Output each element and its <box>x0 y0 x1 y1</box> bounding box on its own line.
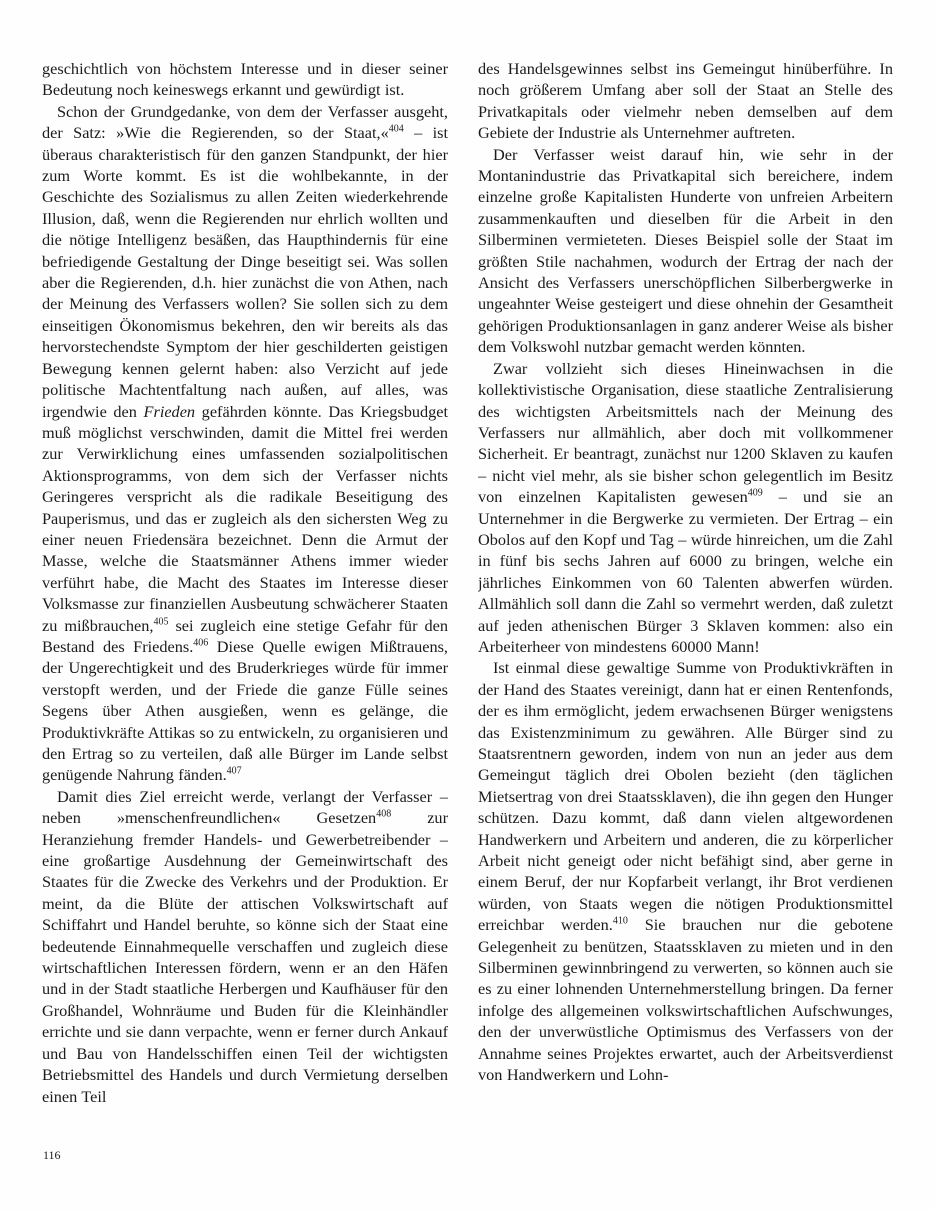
footnote-ref: 409 <box>747 487 763 499</box>
paragraph: Zwar vollzieht sich dieses Hineinwachsen in die kollektivistische Organisation, diese staatliche Zentralisierung des wichtigsten Arbeitsmittels nach der Meinung des Verfassers nur allmählich, aber doch mit vollkommener Sicherheit. Er beantragt, zunächst nur 1200 Sklaven zu kaufen – nicht viel mehr, als sie bisher schon gelegentlich im Besitz von einzelnen Kapitalisten gewesen$^{409}$ – und sie an Unternehmer in die Bergwerke zu vermieten. Der Ertrag – ein Obolos auf den Kopf und Tag – würde hinreichen, um die Zahl in fünf bis sechs Jahren auf 6000 zu bringen, welche ein jährliches Einkommen von 60 Talenten abwerfen würden. Allmählich soll dann die Zahl so vermehrt werden, daß zuletzt auf jeden athenischen Bürger 3 Sklaven kommen: also ein Arbeiterheer von mindestens 60000 Mann! <box>478 358 893 656</box>
emphasized-text: Frieden <box>143 401 196 421</box>
footnote-ref: 404 <box>388 123 404 135</box>
text-column-right <box>478 58 893 1107</box>
paragraph: Schon der Grundgedanke, von dem der Verfasser ausgeht, der Satz: »Wie die Regierenden, so der Staat,«$^{404}$ – ist überaus charakteristisch für den ganzen Standpunkt, der hier zum Worte kommt. Es ist die wohlbekannte, in der Geschichte des Sozialismus zu allen Zeiten wiederkehrende Illusion, daß, wenn die Regierenden nur ehrlich wollten und die nötige Intelligenz besäßen, das Haupthindernis für eine befriedigende Gestaltung der Dinge beseitigt sei. Was sollen aber die Regierenden, d.h. hier zunächst die von Athen, nach der Meinung des Verfassers wollen? Sie sollen sich zu dem einseitigen Ökonomismus bekehren, den wir bereits als das hervorstechendste Symptom der hier geschilderten geistigen Bewegung kennen gelernt haben: also Verzicht auf jede politische Machtentfaltung nach außen, auf alles, was irgendwie den Frieden gefährden könnte. Das Kriegsbudget muß möglichst verschwinden, damit die Mittel frei werden zur Verwirklichung eines umfassenden sozialpolitischen Aktionsprogramms, von dem sich der Verfasser nichts Geringeres verspricht als die radikale Beseitigung des Pauperismus, und das er zugleich als den sichersten Weg zu einer neuen Friedensära bezeichnet. Denn die Armut der Masse, welche die Staatsmänner Athens immer wieder verführt habe, die Macht des Staates im Interesse dieser Volksmasse zur finanziellen Ausbeutung schwächerer Staaten zu mißbrauchen,$^{405}$ sei zugleich eine stetige Gefahr für den Bestand des Friedens.$^{406}$ Diese Quelle ewigen Mißtrauens, der Ungerechtigkeit und des Bruderkrieges würde für immer verstopft werden, und der Friede die ganze Fülle seines Segens über Athen ausgießen, wenn es gelänge, die Produktivkräfte Attikas so zu entwickeln, zu organisieren und den Ertrag so zu verteilen, daß alle Bürger im Lande selbst genügende Nahrung fänden.$^{407}$ <box>42 101 448 785</box>
paragraph: des Handelsgewinnes selbst ins Gemeingut hinüberführe. In noch größerem Umfang aber soll der Staat an Stelle des Privatkapitals oder vielmehr neben demselben auf dem Gebiete der Industrie als Unternehmer auftreten. <box>478 59 893 143</box>
footnote-ref: 406 <box>193 637 209 649</box>
paragraph: Ist einmal diese gewaltige Summe von Produktivkräften in der Hand des Staates vereinigt, dann hat er einen Rentenfonds, der es ihm ermöglicht, jedem erwachsenen Bürger wenigstens das Existenzminimum zu gewähren. Alle Bürger sind zu Staatsrentnern geworden, indem von nun an jeder aus dem Gemeingut täglich drei Obolen bezieht (den täglichen Mietsertrag von drei Staatssklaven), die ihn gegen den Hunger schützen. Dazu kommt, daß dann vielen altgewordenen Handwerkern und Arbeitern und anderen, die zu körperlicher Arbeit nicht geneigt oder nicht befähigt sind, aber gerne in einem Beruf, der nur Kopfarbeit verlangt, ihr Brot verdienen würden, von Staats wegen die nötigen Produktionsmittel erreichbar werden.$^{410}$ Sie brauchen nur die gebotene Gelegenheit zu benützen, Staatssklaven zu mieten und in den Silberminen gewinnbringend zu verwerten, so können auch sie es zu einer lohnenden Unternehmerstellung bringen. Da ferner infolge des allgemeinen volkswirtschaftlichen Aufschwunges, den der unverwüstliche Optimismus des Verfassers von der Annahme seines Projektes erwartet, auch der Arbeitsverdienst von Handwerkern und Lohn- <box>478 658 893 1085</box>
footnote-ref: 408 <box>376 808 392 820</box>
footnote-ref: 407 <box>226 765 242 777</box>
text-column-left <box>42 58 448 1107</box>
text-columns <box>42 58 893 1107</box>
page-number: 116 <box>43 1148 61 1162</box>
footnote-ref: 405 <box>153 616 169 628</box>
paragraph: geschichtlich von höchstem Interesse und in dieser seiner Bedeutung noch keineswegs erkannt und gewürdigt ist. <box>42 59 448 100</box>
footnote-ref: 410 <box>612 915 628 927</box>
paragraph: Damit dies Ziel erreicht werde, verlangt der Verfasser – neben »menschenfreundlichen« Gesetzen$^{408}$ zur Heranziehung fremder Handels- und Gewerbetreibender – eine großartige Ausdehnung der Gemeinwirtschaft des Staates für die Zwecke des Verkehrs und der Produktion. Er meint, da die Blüte der attischen Volkswirtschaft auf Schiffahrt und Handel beruhte, so könne sich der Staat eine bedeutende Einnahmequelle verschaffen und zugleich diese wirtschaftlichen Interessen fördern, wenn er an den Häfen und in der Stadt staatliche Herbergen und Kaufhäuser für den Großhandel, Wohnräume und Buden für die Kleinhändler errichte und sie dann verpachte, wenn er ferner durch Ankauf und Bau von Handelsschiffen einen Teil der wichtigsten Betriebsmittel des Handels und durch Vermietung derselben einen Teil <box>42 786 448 1106</box>
paragraph: Der Verfasser weist darauf hin, wie sehr in der Montanindustrie das Privatkapital sich bereichere, indem einzelne große Kapitalisten Hunderte von unfreien Arbeitern zusammenkauften und dieselben für die Arbeit in den Silberminen vermieteten. Dieses Beispiel solle der Staat im größten Stile nachahmen, wodurch der Ertrag der nach der Ansicht des Verfassers unerschöpflichen Silberbergwerke in ungeahnter Weise gesteigert und diese ohnehin der Gesamtheit gehörigen Produktionsanlagen in ganz anderer Weise als bisher dem Volkswohl nutzbar gemacht werden könnten. <box>478 144 893 357</box>
